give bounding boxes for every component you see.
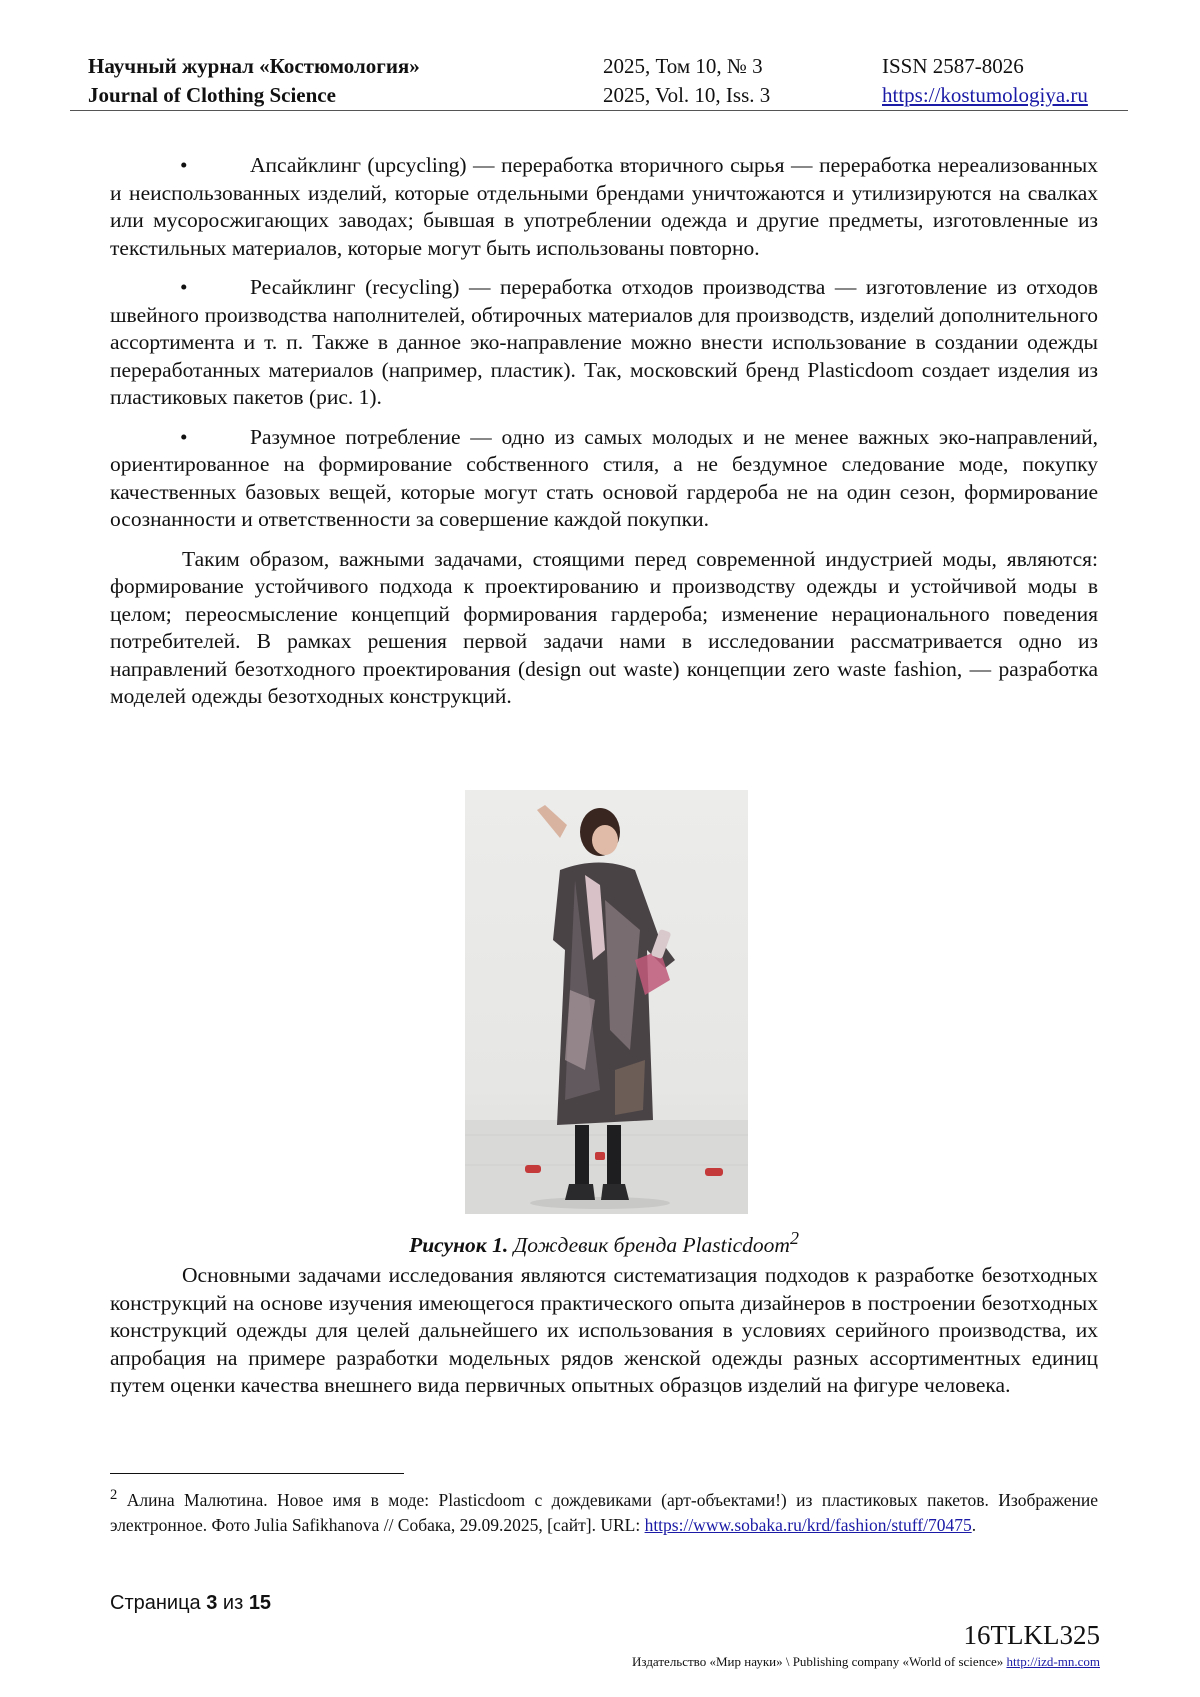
- journal-title-ru: Научный журнал «Костюмология»: [88, 54, 420, 78]
- issn: ISSN 2587-8026: [882, 54, 1024, 78]
- footnote-text: Алина Малютина. Новое имя в моде: Plasticdoom с дождевиками (арт-объектами!) из пластиковых пакетов. Изображение электронное. Фото Julia Safikhanova // Собака, 29.09.2025, [сайт]. URL:: [110, 1489, 1098, 1535]
- journal-header: [70, 52, 1128, 111]
- footnote-divider: [110, 1473, 404, 1474]
- bullet-item-recycling: • Ресайклинг (recycling) — переработка отходов производства — изготовление из отходов швейного производства наполнителей, обтирочных материалов для производств, изделий дополнительного ассортимента и т. п. Также в данное эко-направление можно внести использование в создании одежды переработанных материалов (например, пластик). Так, московский бренд Plasticdoom создает изделия из пластиковых пакетов (рис. 1).: [110, 275, 1098, 409]
- journal-title-en: Journal of Clothing Science: [88, 83, 336, 107]
- bullet-item-reasonable-consumption: • Разумное потребление — одно из самых молодых и не менее важных эко-направлений, ориентированное на формирование собственного стиля, а не бездумное следование моде, покупку качественных базовых вещей, которые могут стать основой гардероба не на один сезон, формирование осознанности и ответственности за совершение каждой покупки.: [110, 424, 1098, 531]
- issue-block: [603, 52, 770, 110]
- paragraph-research-objectives: Основными задачами исследования являются систематизация подходов к разработке безотходных конструкций на основе изучения имеющегося практического опыта дизайнеров в построении безотходных конструкций одежды для целей дальнейшего их использования в условиях серийного производства, их апробация на примере разработки модельных рядов женской одежды разных ассортиментных единиц путем оценки качества внешнего вида первичных опытных образцов изделий на фигуре человека.: [110, 1263, 1098, 1397]
- bullet-dot: •: [180, 153, 188, 177]
- bullet-item-upcycling: • Апсайклинг (upcycling) — переработка вторичного сырья — переработка нереализованных и неиспользованных изделий, которые отдельными брендами уничтожаются и утилизируются на свалках или мусоросжигающих заводах; бывшая в употреблении одежда и другие предметы, изготовленные из текстильных материалов, которые могут быть использованы повторно.: [110, 153, 1098, 260]
- total-pages: 15: [248, 1592, 272, 1614]
- issn-block: [882, 52, 1088, 110]
- footnote: $^2$ Алина Малютина. Новое имя в моде: Plasticdoom с дождевиками (арт-объектами!) из пластиковых пакетов. Изображение электронное. Фото Julia Safikhanova // Собака, 29.09.2025, [сайт]. URL: https://www.sobaka.ru/krd/fashion/stuff/70475.: [110, 1487, 1098, 1535]
- article-body-top: [110, 152, 1098, 711]
- article-body-bottom: [110, 1262, 1098, 1400]
- article-code: 16TLKL325: [963, 1620, 1100, 1650]
- figure-caption-text: Дождевик бренда Plasticdoom: [513, 1233, 790, 1258]
- issue-en: 2025, Vol. 10, Iss. 3: [603, 83, 771, 107]
- figure-label: Рисунок 1.: [409, 1233, 509, 1258]
- bullet-dot: •: [180, 275, 188, 299]
- current-page: 3: [206, 1592, 218, 1614]
- footnote-url-link[interactable]: https://www.sobaka.ru/krd/fashion/stuff/70475: [644, 1514, 972, 1535]
- paragraph-tasks: Таким образом, важными задачами, стоящими перед современной индустрией моды, являются: формирование устойчивого подхода к проектированию и производству одежды и устойчивой моды в целом; переосмысление концепций формирования гардероба; изменение нерационального поведения потребителей. В рамках решения первой задачи нами в исследовании рассматривается одно из направлений безотходного проектирования (design out waste) концепции zero waste fashion, — разработка моделей одежды безотходных конструкций.: [110, 546, 1098, 708]
- footnote-number: 2: [110, 1487, 118, 1503]
- figure-raincoat-photo: [465, 790, 748, 1214]
- raincoat-illustration: [465, 790, 748, 1214]
- figure-caption: [110, 1228, 1098, 1258]
- journal-url-link[interactable]: https://kostumologiya.ru: [882, 83, 1088, 107]
- publisher-url-link[interactable]: http://izd-mn.com: [1006, 1654, 1100, 1669]
- page-counter: Страница 3 из 15: [110, 1592, 272, 1614]
- footnote-ref[interactable]: 2: [789, 1228, 799, 1248]
- publisher-line: Издательство «Мир науки» \ Publishing company «World of science» http://izd-mn.com: [632, 1654, 1100, 1669]
- bullet-dot: •: [180, 424, 188, 449]
- journal-title-block: [88, 52, 420, 110]
- issue-ru: 2025, Том 10, № 3: [603, 54, 763, 78]
